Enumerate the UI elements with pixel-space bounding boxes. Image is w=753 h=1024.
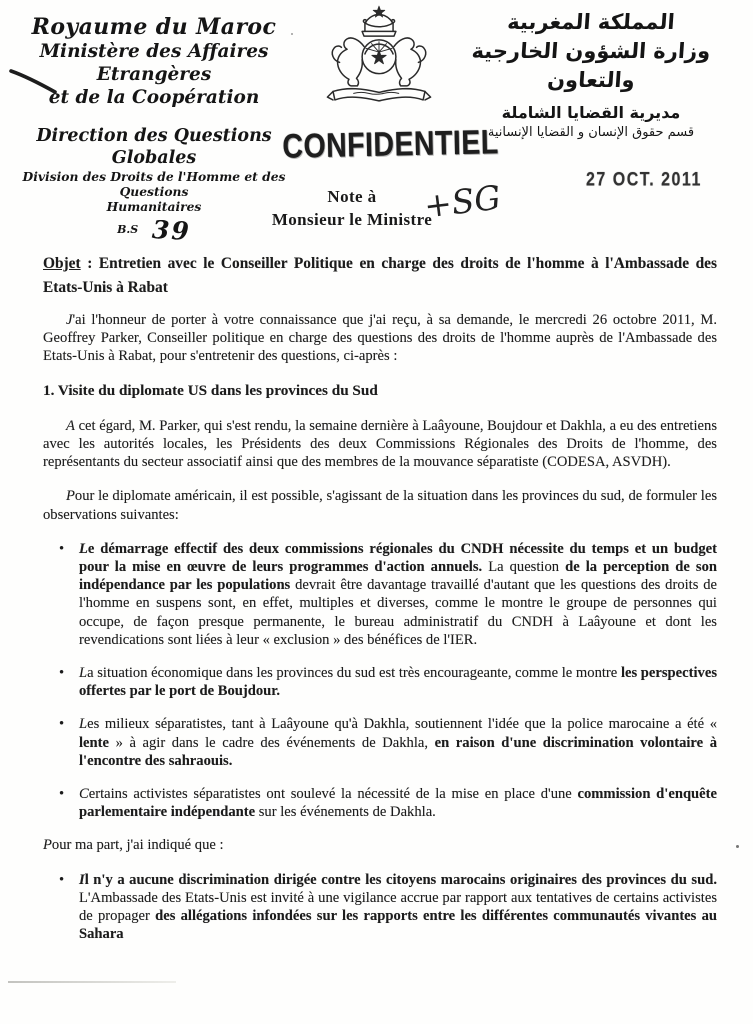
paragraph-intro: J'ai l'honneur de porter à votre connaissance que j'ai reçu, à sa demande, le mercredi 26 octobre 2011, M. Geoffrey Parker, Conseiller politique en charge des questions des droits de l'homme auprès de l'Ambassade des Etats-Unis à Rabat, pour s'entretenir des questions, ci-après :	[43, 312, 717, 365]
subject-line: Objet : Entretien avec le Conseiller Politique en charge des droits de l'homme à l'Ambassade des Etats-Unis à Rabat	[43, 255, 718, 296]
handwritten-minister-initials: +SG	[421, 177, 503, 226]
bullet-item-commission: • Certains activistes séparatistes ont soulevé la nécessité de la mise en place d'une commission d'enquête parlementaire indépendante sur les événements de Dakhla.	[43, 785, 717, 821]
scan-artifact-line	[8, 981, 176, 983]
stray-ink-dot	[291, 33, 293, 35]
bullet-item-cndh: • Le démarrage effectif des deux commissions régionales du CNDH nécessite du temps et un budget pour la mise en œuvre de leurs programmes d'action annuels. La question de la perception de son indépendance par les populations devrait être davantage travaillé d'autant que les questions des droits de l'homme en suspens sont, en effet, multiples et diverses, comme le montre le groupe de personnes qui occupe, de façon presque permanente, le bureau administratif du CNDH à Laâyoune et dont les revendications sont liées à leur « exclusion » des bénéfices de l'IER.	[43, 540, 717, 649]
direction-ar: مديرية القضايا الشاملة	[501, 103, 681, 122]
document-body	[43, 252, 717, 958]
ministry-line2: et de la Coopération	[48, 87, 260, 108]
note-heading-line1: Note à	[327, 187, 377, 206]
bullet-item-separatistes: • Les milieux séparatistes, tant à Laâyoune qu'à Dakhla, soutiennent l'idée que la police marocaine a été « lente » à agir dans le cadre des événements de Dakhla, en raison d'une discrimination volontaire à l'encontre des sahraouis.	[43, 715, 717, 770]
ministry-line1: Ministère des Affaires Etrangères	[39, 41, 269, 85]
division-fr-line1: Division des Droits de l'Homme et des Questions	[22, 169, 286, 199]
bullet-item-economie: • La situation économique dans les provinces du sud est très encourageante, comme le montre les perspectives offertes par le port de Boujdour.	[43, 664, 717, 700]
division-ar: قسم حقوق الإنسان و القضايا الإنسانية	[487, 125, 695, 140]
bullet-item-discrimination: • Il n'y a aucune discrimination dirigée contre les citoyens marocains originaires des provinces du sud. L'Ambassade des Etats-Unis est invité à une vigilance accrue par rapport aux tentatives de certains activistes de propager des allégations infondées sur les rapports entre les différentes communautés vivantes au Sahara	[43, 871, 717, 944]
paragraph-reponse-lead: Pour ma part, j'ai indiqué que :	[43, 837, 224, 854]
ministry-ar-line2: والتعاون	[546, 68, 636, 92]
handwritten-reference-number: 39	[151, 215, 192, 246]
confidential-stamp: CONFIDENTIEL	[282, 122, 500, 166]
kingdom-title: Royaume du Maroc	[31, 14, 277, 40]
morocco-coat-of-arms-icon	[318, 5, 440, 116]
paragraph-visit: A cet égard, M. Parker, qui s'est rendu, la semaine dernière à Laâyoune, Boujdour et Dakhla, a eu des entretiens avec les autorités locales, les Présidents des deux Commissions Régionales des Droits de l'homme, des représentants du secteur associatif ainsi que des membres de la mouvance séparatiste (CODESA, ASVDH).	[43, 417, 717, 471]
handwritten-slash-mark	[8, 64, 60, 98]
paragraph-observations-lead: Pour le diplomate américain, il est possible, s'agissant de la situation dans les provinces du sud, de formuler les observations suivantes:	[43, 488, 717, 523]
direction-fr: Direction des Questions Globales	[36, 126, 272, 168]
kingdom-title-ar: المملكة المغربية	[506, 10, 676, 34]
note-heading-line2: Monsieur le Ministre	[271, 210, 433, 229]
date-stamp: 27 OCT. 2011	[586, 170, 702, 191]
ministry-ar-line1: وزارة الشؤون الخارجية	[470, 39, 712, 63]
division-fr-line2: Humanitaires	[106, 199, 202, 214]
stray-ink-dot	[736, 845, 739, 848]
section-1-heading: 1. Visite du diplomate US dans les provinces du Sud	[43, 381, 378, 399]
reference-label: B.S	[117, 223, 139, 236]
